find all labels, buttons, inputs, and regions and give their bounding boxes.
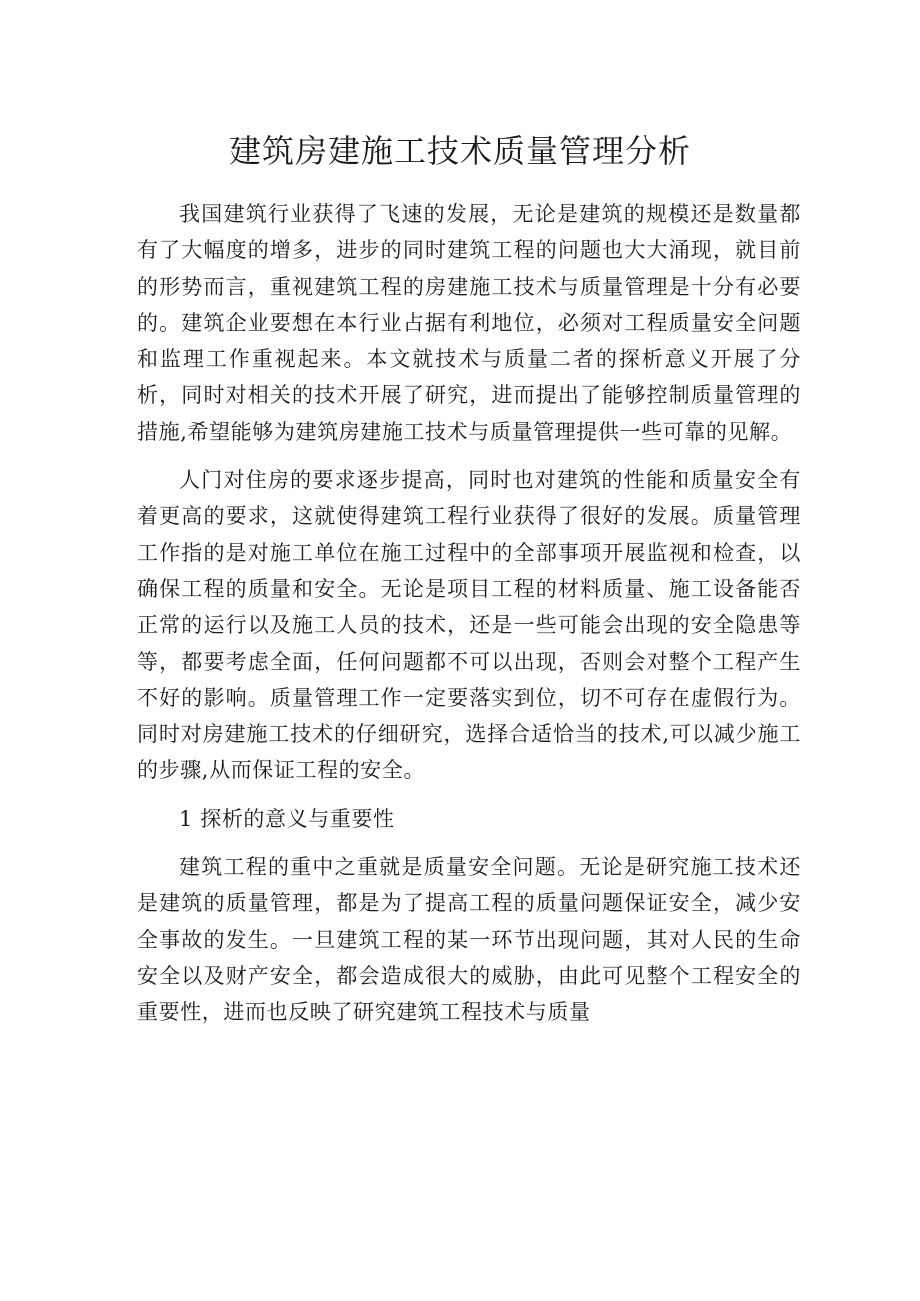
document-body xyxy=(137,196,801,1043)
paragraph-intro: 我国建筑行业获得了飞速的发展，无论是建筑的规模还是数量都有了大幅度的增多，进步的同时建筑工程的问题也大大涌现，就目前的形势而言，重视建筑工程的房建施工技术与质量管理是十分有必要的。建筑企业要想在本行业占据有利地位，必须对工程质量安全问题和监理工作重视起来。本文就技术与质量二者的探析意义开展了分析，同时对相关的技术开展了研究，进而提出了能够控制质量管理的措施,希望能够为建筑房建施工技术与质量管理提供一些可靠的见解。 xyxy=(137,202,801,444)
paragraph-section-1: 建筑工程的重中之重就是质量安全问题。无论是研究施工技术还是建筑的质量管理，都是为了提高工程的质量问题保证安全，减少安全事故的发生。一旦建筑工程的某一环节出现问题，其对人民的生命安全以及财产安全，都会造成很大的威胁，由此可见整个工程安全的重要性，进而也反映了研究建筑工程技术与质量 xyxy=(137,855,801,1025)
document-title: 建筑房建施工技术质量管理分析 xyxy=(228,132,691,170)
paragraph-background: 人门对住房的要求逐步提高，同时也对建筑的性能和质量安全有着更高的要求，这就使得建筑工程行业获得了很好的发展。质量管理工作指的是对施工单位在施工过程中的全部事项开展监视和检查，以确保工程的质量和安全。无论是项目工程的材料质量、施工设备能否正常的运行以及施工人员的技术，还是一些可能会出现的安全隐患等等，都要考虑全面，任何问题都不可以出现，否则会对整个工程产生不好的影响。质量管理工作一定要落实到位，切不可存在虚假行为。同时对房建施工技术的仔细研究，选择合适恰当的技术,可以减少施工的步骤,从而保证工程的安全。 xyxy=(137,468,801,783)
section-heading: 1 探析的意义与重要性 xyxy=(179,806,395,831)
